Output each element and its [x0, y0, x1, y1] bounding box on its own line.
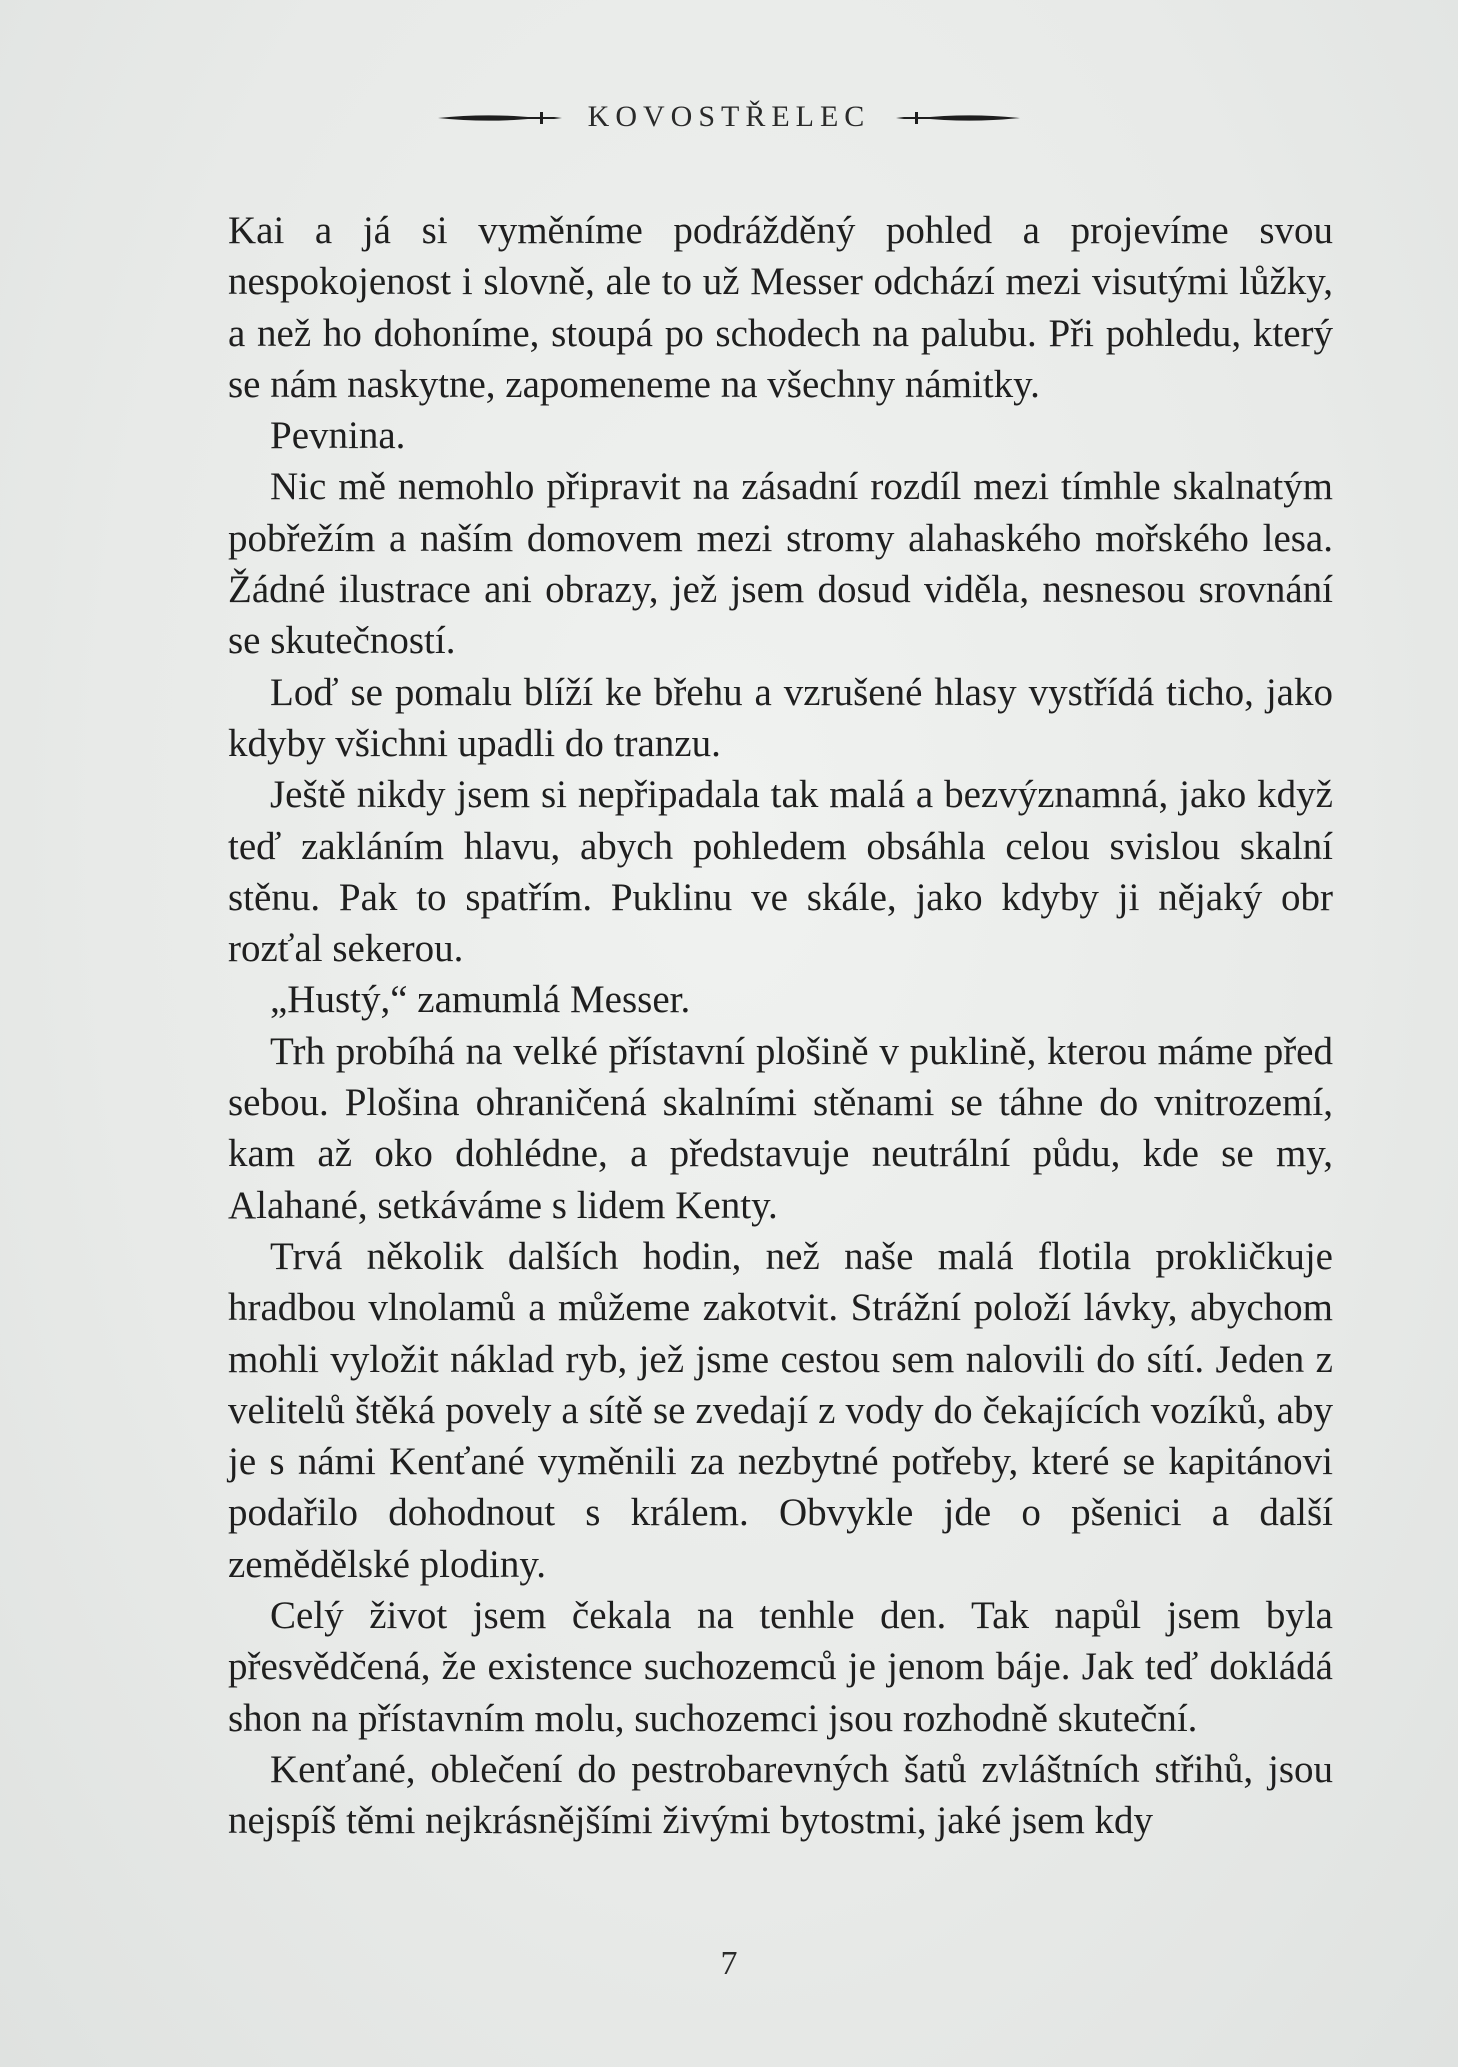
paragraph: Loď se pomalu blíží ke břehu a vzrušené hlasy vystřídá ticho, jako kdyby všichni upadli do tranzu.	[228, 670, 1333, 765]
paragraph: Trvá několik dalších hodin, než naše malá flotila prokličkuje hradbou vlnolamů a můžeme zakotvit. Strážní položí lávky, abychom mohli vyložit náklad ryb, jež jsme cestou sem nalovili do sítí. Jeden z velitelů štěká povely a sítě se zvedají z vody do čekajících vozíků, aby je s námi Kenťané vyměnili za nezbytné potřeby, které se kapitánovi podařilo dohodnout s králem. Obvykle jde o pšenici a další zemědělské plodiny.	[228, 1234, 1333, 1586]
body-text	[228, 205, 1333, 1847]
left-ornament-icon	[436, 107, 566, 127]
paragraph: Celý život jsem čekala na tenhle den. Tak napůl jsem byla přesvědčená, že existence suchozemců je jenom báje. Jak teď dokládá shon na přístavním molu, suchozemci jsou rozhodně skuteční.	[228, 1594, 1333, 1740]
paragraph: Kai a já si vyměníme podrážděný pohled a projevíme svou nespokojenost i slovně, ale to už Messer odchází mezi visutými lůžky, a než ho dohoníme, stoupá po schodech na palubu. Při pohledu, který se nám naskytne, zapomeneme na všechny námitky.	[228, 209, 1333, 406]
paragraph: „Hustý,“ zamumlá Messer.	[270, 978, 691, 1022]
running-header-title: KOVOSTŘELEC	[587, 100, 871, 133]
right-ornament-icon	[892, 107, 1022, 127]
running-header	[0, 100, 1458, 134]
page-number: 7	[720, 1945, 738, 1982]
paragraph: Pevnina.	[270, 414, 406, 458]
paragraph: Ještě nikdy jsem si nepřipadala tak malá a bezvýznamná, jako když teď zakláním hlavu, abych pohledem obsáhla celou svislou skalní stěnu. Pak to spatřím. Puklinu ve skále, jako kdyby ji nějaký obr rozťal sekerou.	[228, 773, 1333, 971]
paragraph: Nic mě nemohlo připravit na zásadní rozdíl mezi tímhle skalnatým pobřežím a naším domovem mezi stromy alahaského mořského lesa. Žádné ilustrace ani obrazy, jež jsem dosud viděla, nesnesou srovnání se skutečností.	[228, 465, 1333, 663]
paragraph: Kenťané, oblečení do pestrobarevných šatů zvláštních střihů, jsou nejspíš těmi nejkrásnějšími živými bytostmi, jaké jsem kdy	[228, 1747, 1333, 1843]
paragraph: Trh probíhá na velké přístavní plošině v puklině, kterou máme před sebou. Plošina ohraničená skalními stěnami se táhne do vnitrozemí, kam až oko dohlédne, a představuje neutrální půdu, kde se my, Alahané, setkáváme s lidem Kenty.	[228, 1029, 1333, 1227]
